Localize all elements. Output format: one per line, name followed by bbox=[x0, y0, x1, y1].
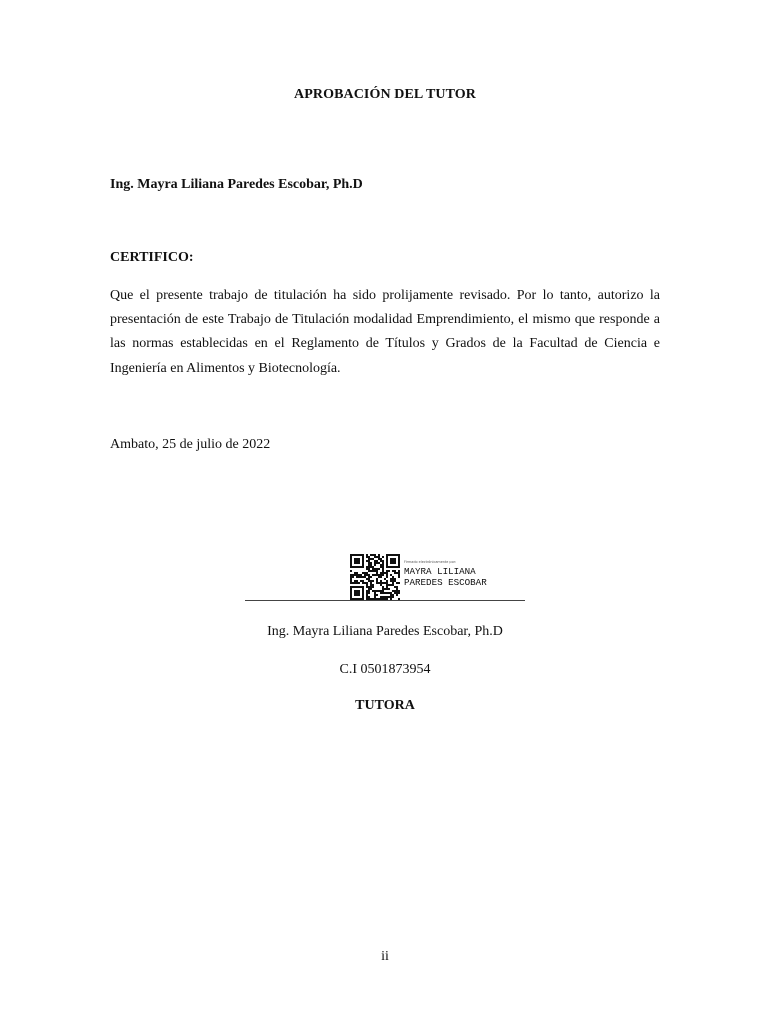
electronic-signature bbox=[350, 552, 525, 600]
tutor-name-heading: Ing. Mayra Liliana Paredes Escobar, Ph.D bbox=[110, 177, 363, 192]
page-number: ii bbox=[381, 949, 389, 964]
page-title: APROBACIÓN DEL TUTOR bbox=[294, 87, 476, 102]
signature-caption: Firmado electrónicamente por: bbox=[404, 560, 457, 564]
signatory-role: TUTORA bbox=[355, 698, 415, 713]
certifico-heading: CERTIFICO: bbox=[110, 250, 194, 265]
signatory-id-number: C.I 0501873954 bbox=[339, 662, 431, 677]
qr-code-icon bbox=[350, 554, 400, 600]
signer-name-line-2: PAREDES ESCOBAR bbox=[404, 577, 487, 588]
signatory-name: Ing. Mayra Liliana Paredes Escobar, Ph.D bbox=[267, 624, 503, 639]
signature-line bbox=[245, 600, 525, 601]
place-and-date: Ambato, 25 de julio de 2022 bbox=[110, 437, 271, 452]
certification-paragraph: Que el presente trabajo de titulación ha sido prolijamente revisado. Por lo tanto, autorizo la presentación de este Trabajo de Titulación modalidad Emprendimiento, el mismo que responde a las normas establecidas en el Reglamento de Títulos y Grados de la Facultad de Ciencia e Ingeniería en Alimentos y Biotecnología. bbox=[110, 288, 660, 376]
signer-name-line-1: MAYRA LILIANA bbox=[404, 566, 476, 577]
signer-name bbox=[404, 566, 487, 588]
